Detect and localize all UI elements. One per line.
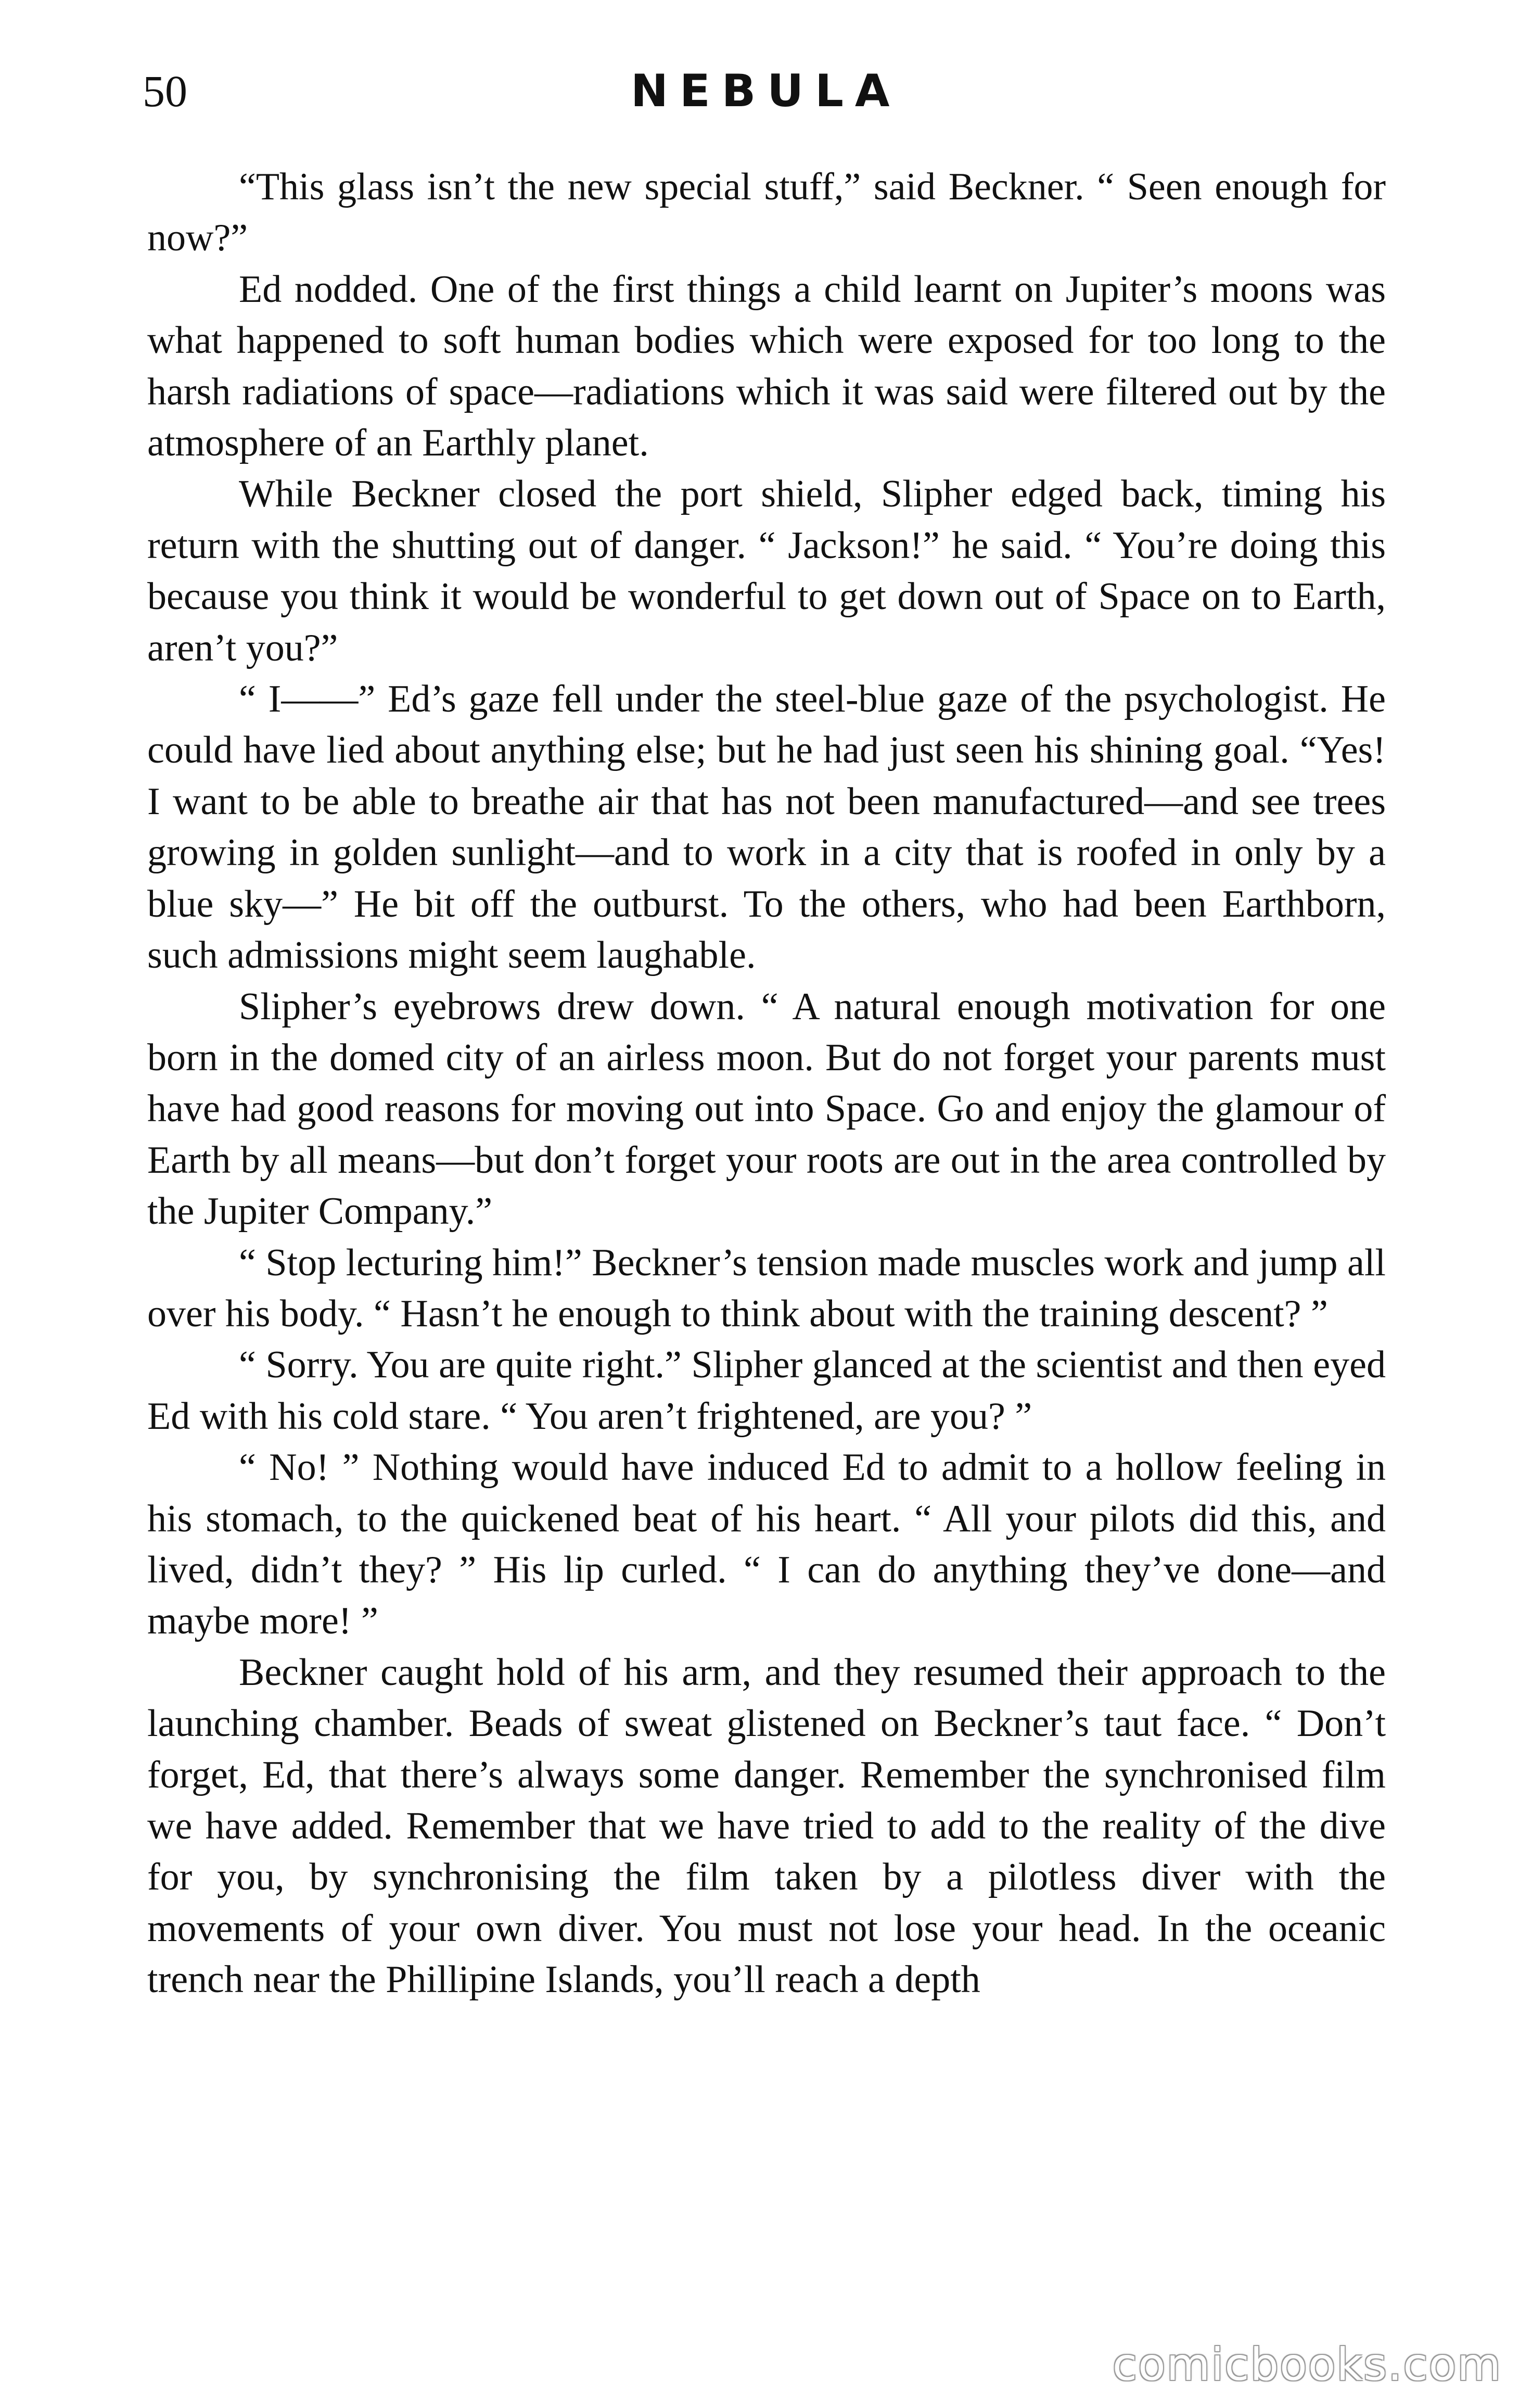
watermark: comicbooks.com xyxy=(1112,2339,1502,2391)
body-text xyxy=(147,161,1386,2006)
paragraph: “This glass isn’t the new special stuff,” said Beckner. “ Seen enough for now?” xyxy=(147,166,1386,260)
running-head: NEBULA xyxy=(631,65,901,117)
paragraph: “ Sorry. You are quite right.” Slipher glanced at the scientist and then eyed Ed with his cold stare. “ You aren’t frightened, are you? ” xyxy=(147,1344,1386,1438)
page-number: 50 xyxy=(143,66,187,116)
paragraph: “ I——” Ed’s gaze fell under the steel-blue gaze of the psychologist. He could have lied about anything else; but he had just seen his shining goal. “Yes! I want to be able to breathe air that has not been manufactured—and see trees growing in golden sunlight—and to work in a city that is roofed in only by a blue sky—” He bit off the outburst. To the others, who had been Earthborn, such admissions might seem laughable. xyxy=(147,678,1386,977)
paragraph: Ed nodded. One of the first things a child learnt on Jupiter’s moons was what happened to soft human bodies which were exposed for too long to the harsh radiations of space—radiations which it was said were filtered out by the atmosphere of an Earthly planet. xyxy=(147,268,1386,465)
paragraph: “ No! ” Nothing would have induced Ed to admit to a hollow feeling in his stomach, to the quickened beat of his heart. “ All your pilots did this, and lived, didn’t they? ” His lip curled. “ I can do anything they’ve done—and maybe more! ” xyxy=(147,1446,1386,1643)
paragraph: Slipher’s eyebrows drew down. “ A natural enough motivation for one born in the domed city of an airless moon. But do not forget your parents must have had good reasons for moving out into Space. Go and enjoy the glamour of Earth by all means—but don’t forget your roots are out in the area controlled by the Jupiter Company.” xyxy=(147,985,1386,1233)
paragraph: Beckner caught hold of his arm, and they resumed their approach to the launching chamber. Beads of sweat glistened on Beckner’s taut face. “ Don’t forget, Ed, that there’s always some danger. Remember the synchronised film we have added. Remember that we have tried to add to the reality of the dive for you, by synchronising the film taken by a pilotless diver with the movements of your own diver. You must not lose your head. In the oceanic trench near the Phillipine Islands, you’ll reach a depth xyxy=(147,1651,1386,2001)
paragraph: While Beckner closed the port shield, Slipher edged back, timing his return with the shutting out of danger. “ Jackson!” he said. “ You’re doing this because you think it would be wonderful to get down out of Space on to Earth, aren’t you?” xyxy=(147,473,1386,669)
paragraph: “ Stop lecturing him!” Beckner’s tension made muscles work and jump all over his body. “ Hasn’t he enough to think about with the training descent? ” xyxy=(147,1241,1386,1335)
